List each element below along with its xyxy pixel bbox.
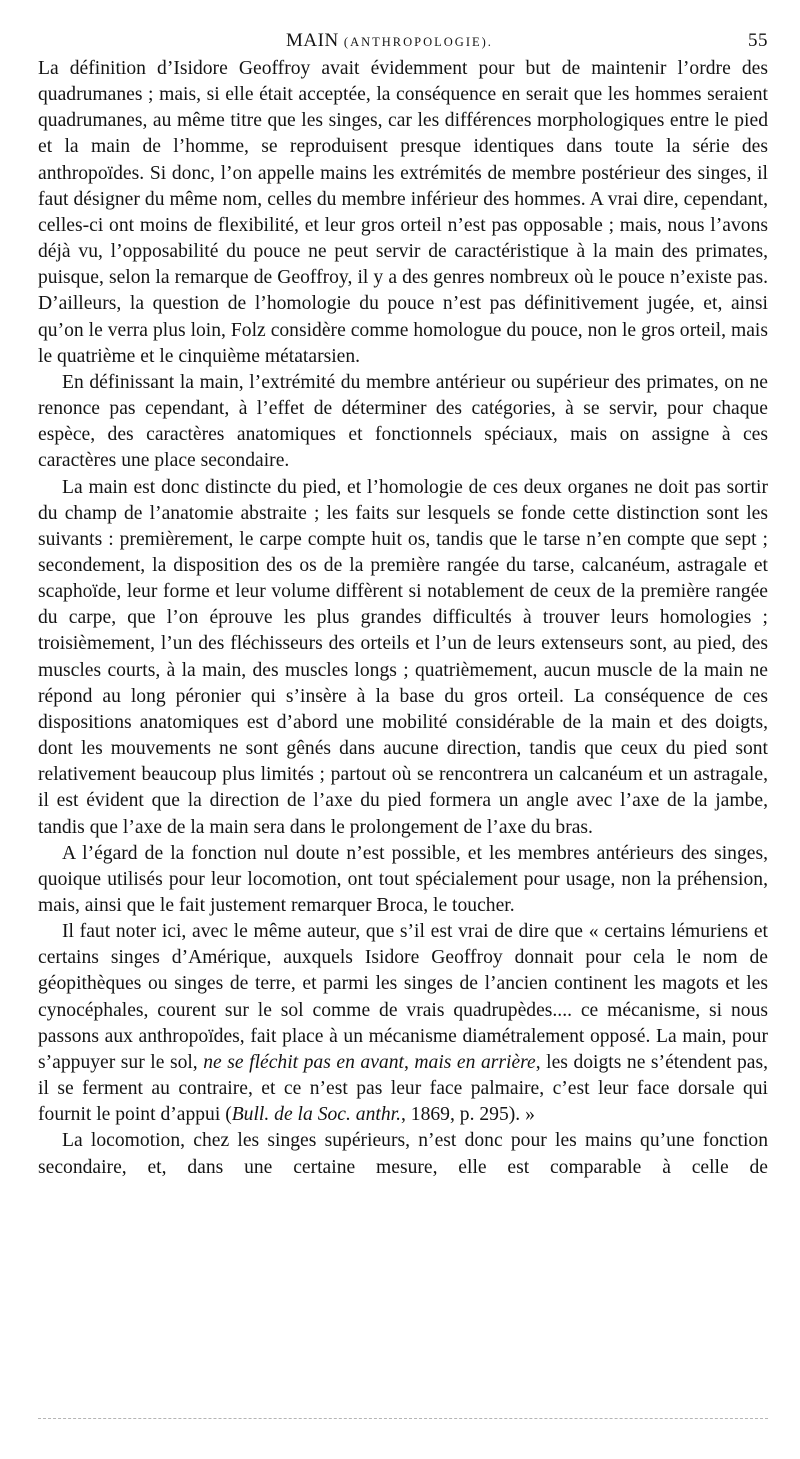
- paragraph-5-text-a: Il faut noter ici, avec le même auteur, que s’il est vrai de dire que « certains lémuriens et certains singes d’Amérique, auxquels Isidore Geoffroy donnait pour cela le nom de géopithèques ou singes de terre, et parmi les singes de l’ancien continent les magots et les cynocéphales, courent sur le sol comme de vrais quadrupèdes.... ce mécanisme, si nous passons aux anthropoïdes, fait place à un mécanisme diamétralement opposé. La main, pour s’appuyer sur le sol,: [38, 921, 768, 1073]
- paragraph-5: [38, 919, 768, 1128]
- body-text: [38, 56, 768, 1181]
- paragraph-3: La main est donc distincte du pied, et l’homologie de ces deux organes ne doit pas sortir du champ de l’anatomie abstraite ; les faits sur lesquels se fonde cette distinction sont les suivants : premièrement, le carpe compte huit os, tandis que le tarse n’en compte que sept ; secondement, la disposition des os de la première rangée du tarse, calcanéum, astragale et scaphoïde, leur forme et leur volume diffèrent si notablement de ceux de la première rangée du carpe, que l’on éprouve les plus grandes difficultés à trouver leurs homologies ; troisièmement, l’un des fléchisseurs des orteils et l’un de leurs extenseurs sont, au pied, des muscles courts, à la main, des muscles longs ; quatrièmement, aucun muscle de la main ne répond au long péronier qui s’insère à la base du gros orteil. La conséquence de ces dispositions anatomiques est d’abord une mobilité considérable de la main et des doigts, dont les mouvements ne sont gênés dans aucune direction, tandis que ceux du pied sont relativement beaucoup plus limités ; partout où se rencontrera un calcanéum et un astragale, il est évident que la direction de l’axe du pied formera un angle avec l’axe de la jambe, tandis que l’axe de la main sera dans le prolongement de l’axe du bras.: [38, 476, 768, 838]
- document-page: [38, 26, 768, 1181]
- bottom-faint-rule: [38, 1418, 768, 1419]
- page-number: 55: [748, 30, 768, 51]
- paragraph-6: La locomotion, chez les singes supérieurs, n’est donc pour les mains qu’une fonction secondaire, et, dans une certaine mesure, elle est comparable à celle de: [38, 1130, 768, 1178]
- paragraph-2: En définissant la main, l’extrémité du membre antérieur ou supérieur des primates, on ne renonce pas cependant, à l’effet de déterminer des catégories, à se servir, pour chaque espèce, des caractères anatomiques et fonctionnels spéciaux, mais on assigne à ces caractères une place secondaire.: [38, 371, 768, 472]
- running-header: [38, 26, 768, 56]
- paragraph-5-italic-b: mais en arrière: [414, 1051, 536, 1073]
- paragraph-5-text-c: , les doigts ne s’étendent pas, il se ferment au contraire, et ce n’est pas leur face palmaire, c’est leur face dorsale qui fournit le point d’appui (: [38, 1051, 768, 1126]
- running-title-sub: (ANTHROPOLOGIE).: [343, 35, 493, 49]
- paragraph-5-citation: Bull. de la Soc. anthr.: [231, 1104, 401, 1126]
- paragraph-4: A l’égard de la fonction nul doute n’est possible, et les membres antérieurs des singes, quoique utilisés pour leur locomotion, ont tout spécialement pour usage, non la préhension, mais, ainsi que le fait justement remarquer Broca, le toucher.: [38, 842, 768, 916]
- paragraph-5-text-d: , 1869, p. 295). »: [400, 1104, 535, 1126]
- paragraph-5-text-b: ,: [403, 1051, 415, 1073]
- running-title-main: MAIN: [286, 30, 339, 51]
- running-title: [286, 30, 493, 52]
- paragraph-1: La définition d’Isidore Geoffroy avait évidemment pour but de maintenir l’ordre des quadrumanes ; mais, si elle était acceptée, la conséquence en serait que les hommes seraient quadrumanes, au même titre que les singes, car les différences morphologiques entre le pied et la main de l’homme, se reproduisent presque identiques dans toute la série des anthropoïdes. Si donc, l’on appelle mains les extrémités de membre postérieur des singes, il faut désigner du même nom, celles du membre inférieur des hommes. A vrai dire, cependant, celles-ci ont moins de flexibilité, et leur gros orteil n’est pas opposable ; mais, nous l’avons déjà vu, l’opposabilité du pouce ne peut servir de caractéristique à la main des primates, puisque, selon la remarque de Geoffroy, il y a des genres nombreux où le pouce n’existe pas. D’ailleurs, la question de l’homologie du pouce n’est pas définitivement jugée, et, ainsi qu’on le verra plus loin, Folz considère comme homologue du pouce, non le gros orteil, mais le quatrième et le cinquième métatarsien.: [38, 58, 768, 367]
- paragraph-5-italic-a: ne se fléchit pas en avant: [203, 1051, 404, 1073]
